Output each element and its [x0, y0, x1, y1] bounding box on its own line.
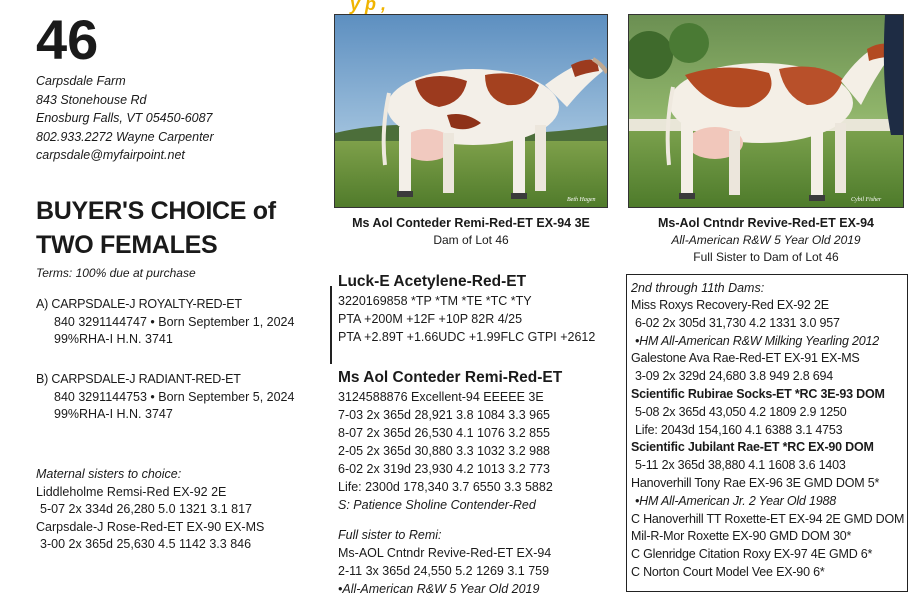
consignor-contact: [36, 72, 214, 165]
photo-1-subcaption: Dam of Lot 46: [433, 233, 509, 247]
dam-name: Ms Aol Conteder Remi-Red-ET: [338, 369, 563, 386]
city-address: Enosburg Falls, VT 05450-6087: [36, 111, 213, 125]
pedigree-bracket: [330, 286, 332, 364]
sire-line: PTA +200M +12F +10P 82R 4/25: [338, 312, 523, 326]
dam-block: [338, 368, 562, 514]
dam-history-line: Hanoverhill Tony Rae EX-96 3E GMD DOM 5*: [631, 475, 880, 490]
dam-line: Life: 2300d 178,340 3.7 6550 3.3 5882: [338, 480, 553, 494]
cow-photo-1-image: [335, 15, 608, 208]
dam-history-line: C Glenridge Citation Roxy EX-97 4E GMD 6*: [631, 547, 873, 562]
maternal-line: 5-07 2x 334d 26,280 5.0 1321 3.1 817: [40, 502, 252, 516]
email: carpsdale@myfairpoint.net: [36, 148, 185, 162]
maternal-sisters: [36, 466, 264, 554]
photo-1-credit: Beth Hagen: [567, 197, 596, 203]
title-line-1: BUYER'S CHOICE of: [36, 197, 276, 225]
animal-b: [36, 371, 294, 424]
farm-name: Carpsdale Farm: [36, 74, 126, 88]
dam-history-line: C Norton Court Model Vee EX-90 6*: [631, 564, 825, 579]
animal-b-rha: 99%RHA-I H.N. 3747: [54, 407, 173, 421]
maternal-line: 3-00 2x 365d 25,630 4.5 1142 3.3 846: [40, 537, 252, 551]
sire-block: [338, 272, 595, 346]
dam-line: 7-03 2x 365d 28,921 3.8 1084 3.3 965: [338, 408, 550, 422]
dam-history-line: Scientific Jubilant Rae-ET *RC EX-90 DOM: [631, 440, 874, 455]
dam-history-line: 3-09 2x 329d 24,680 3.8 949 2.8 694: [635, 369, 834, 384]
sire-line: 3220169858 *TP *TM *TE *TC *TY: [338, 294, 532, 308]
dams-heading: 2nd through 11th Dams:: [631, 281, 765, 295]
photo-2-subcaption: All-American R&W 5 Year Old 2019: [671, 233, 861, 247]
dam-line: 8-07 2x 365d 26,530 4.1 1076 3.2 855: [338, 426, 550, 440]
dam-line: 3124588876 Excellent-94 EEEEE 3E: [338, 390, 544, 404]
full-sister-name: Ms-AOL Cntndr Revive-Red-ET EX-94: [338, 546, 552, 560]
full-sister-record: 2-11 3x 365d 24,550 5.2 1269 3.1 759: [338, 564, 550, 578]
full-sister-note: •All-American R&W 5 Year Old 2019: [338, 582, 540, 596]
full-sister-heading: Full sister to Remi:: [338, 528, 442, 542]
dam-history-line: 5-11 2x 365d 38,880 4.1 1608 3.6 1403: [635, 458, 846, 473]
dam-history-line: Mil-R-Mor Roxette EX-90 GMD DOM 30*: [631, 529, 852, 544]
dam-history-line: Life: 2043d 154,160 4.1 6388 3.1 4753: [635, 422, 843, 437]
dam-history-line: •HM All-American Jr. 2 Year Old 1988: [635, 493, 836, 508]
sire-name: Luck-E Acetylene-Red-ET: [338, 273, 527, 290]
dam-history-line: Galestone Ava Rae-Red-ET EX-91 EX-MS: [631, 351, 860, 366]
dam-history-line: Scientific Rubirae Socks-ET *RC 3E-93 DOM: [631, 386, 885, 401]
animal-a-rha: 99%RHA-I H.N. 3741: [54, 332, 173, 346]
lot-title: [36, 194, 276, 262]
street-address: 843 Stonehouse Rd: [36, 92, 147, 107]
maternal-line: Carpsdale-J Rose-Red-ET EX-90 EX-MS: [36, 519, 265, 534]
dam-line: 2-05 2x 365d 30,880 3.3 1032 3.2 988: [338, 444, 550, 458]
animal-b-id: 840 3291144753 • Born September 5, 2024: [54, 389, 295, 404]
animal-a: [36, 296, 294, 349]
lot-number: 46: [36, 8, 99, 71]
sister-photo: [628, 14, 904, 208]
dam-history-line: •HM All-American R&W Milking Yearling 2012: [635, 333, 879, 348]
photo-2-subcaption: Full Sister to Dam of Lot 46: [693, 250, 839, 264]
maternal-line: Liddleholme Remsi-Red EX-92 2E: [36, 484, 227, 499]
animal-a-name: A) CARPSDALE-J ROYALTY-RED-ET: [36, 297, 242, 311]
dams-box: [626, 274, 908, 592]
dam-history-line: 6-02 2x 305d 31,730 4.2 1331 3.0 957: [635, 315, 840, 330]
animal-a-id: 840 3291144747 • Born September 1, 2024: [54, 314, 295, 329]
title-line-2: TWO FEMALES: [36, 231, 218, 259]
dam-line: 6-02 2x 319d 23,930 4.2 1013 3.2 773: [338, 462, 550, 476]
animal-b-name: B) CARPSDALE-J RADIANT-RED-ET: [36, 372, 241, 386]
dams-list: [631, 297, 907, 582]
photo-2-credit: Cybil Fisher: [851, 197, 882, 203]
phone: 802.933.2272 Wayne Carpenter: [36, 129, 214, 144]
maternal-heading: Maternal sisters to choice:: [36, 467, 182, 481]
dam-sire-line: S: Patience Sholine Contender-Red: [338, 498, 536, 512]
photo-2-caption: Ms-Aol Cntndr Revive-Red-ET EX-94: [657, 216, 874, 230]
sire-line: PTA +2.89T +1.66UDC +1.99FLC GTPI +2612: [338, 330, 596, 344]
dam-photo: [334, 14, 608, 208]
dam-history-line: Miss Roxys Recovery-Red EX-92 2E: [631, 298, 829, 312]
terms: Terms: 100% due at purchase: [36, 266, 196, 280]
dam-history-line: 5-08 2x 365d 43,050 4.2 1809 2.9 1250: [635, 404, 847, 419]
dam-history-line: C Hanoverhill TT Roxette-ET EX-94 2E GMD DOM: [631, 511, 905, 526]
full-sister-block: [338, 526, 551, 598]
cow-photo-2-image: [629, 15, 904, 208]
header-fragment: y p ,: [350, 0, 387, 14]
photo-1-caption: Ms Aol Conteder Remi-Red-ET EX-94 3E: [352, 216, 590, 230]
